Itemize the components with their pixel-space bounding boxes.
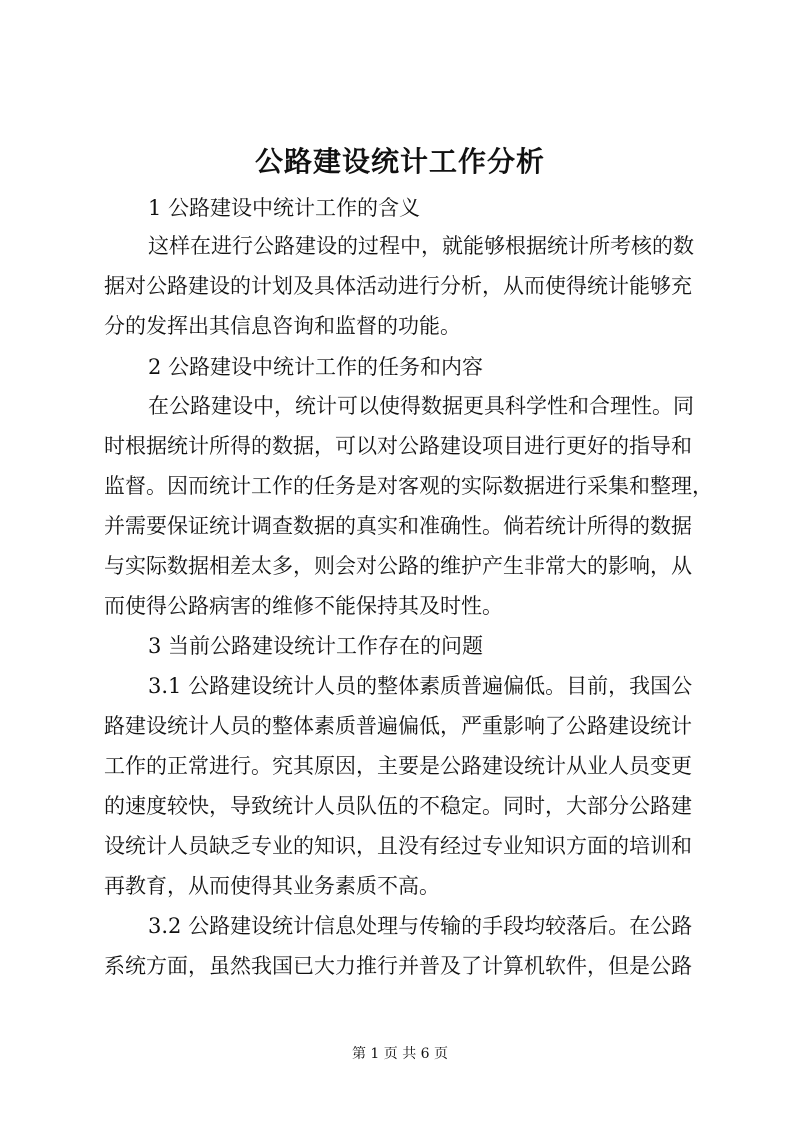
paragraph-line	[0, 871, 800, 901]
text-line: 在公路建设中，统计可以使得数据更具科学性和合理性。同	[148, 394, 694, 418]
text-line: 的速度较快，导致统计人员队伍的不稳定。同时，大部分公路建	[104, 794, 692, 818]
text-line: 工作的正常进行。究其原因，主要是公路建设统计从业人员变更	[104, 754, 692, 778]
heading-3	[0, 631, 800, 661]
paragraph-line	[0, 711, 800, 741]
paragraph-line	[0, 511, 800, 541]
text-line: 路建设统计人员的整体素质普遍偏低，严重影响了公路建设统计	[104, 714, 692, 738]
paragraph-line	[0, 831, 800, 861]
paragraph-line	[0, 311, 800, 341]
text-line: 2 公路建设中统计工作的任务和内容	[148, 355, 484, 379]
text-line: 系统方面，虽然我国已大力推行并普及了计算机软件，但是公路	[104, 954, 692, 978]
heading-2	[0, 352, 800, 382]
text-line: 与实际数据相差太多，则会对公路的维护产生非常大的影响，从	[104, 554, 692, 578]
text-line: 3.2 公路建设统计信息处理与传输的手段均较落后。在公路	[148, 914, 693, 938]
text-line: 时根据统计所得的数据，可以对公路建设项目进行更好的指导和	[104, 434, 692, 458]
paragraph-line	[0, 231, 800, 261]
text-line: 监督。因而统计工作的任务是对客观的实际数据进行采集和整理，	[104, 474, 713, 498]
paragraph-line	[0, 911, 800, 941]
paragraph-line	[0, 391, 800, 421]
text-line: 并需要保证统计调查数据的真实和准确性。倘若统计所得的数据	[104, 514, 692, 538]
page-footer: 第 1 页 共 6 页	[351, 1046, 449, 1062]
text-line: 3 当前公路建设统计工作存在的问题	[148, 634, 484, 658]
document-title: 公路建设统计工作分析	[254, 145, 545, 178]
paragraph-line	[0, 591, 800, 621]
text-line: 1 公路建设中统计工作的含义	[148, 196, 421, 220]
paragraph-line	[0, 471, 800, 501]
text-line: 设统计人员缺乏专业的知识，且没有经过专业知识方面的培训和	[104, 834, 692, 858]
paragraph-line	[0, 751, 800, 781]
text-line: 分的发挥出其信息咨询和监督的功能。	[104, 314, 461, 338]
heading-1	[0, 193, 800, 223]
paragraph-line	[0, 951, 800, 981]
text-line: 而使得公路病害的维修不能保持其及时性。	[104, 594, 503, 618]
paragraph-line	[0, 271, 800, 301]
paragraph-line	[0, 551, 800, 581]
paragraph-line	[0, 671, 800, 701]
text-line: 据对公路建设的计划及具体活动进行分析，从而使得统计能够充	[104, 274, 692, 298]
paragraph-line	[0, 431, 800, 461]
text-line: 再教育，从而使得其业务素质不高。	[104, 874, 440, 898]
text-line: 这样在进行公路建设的过程中，就能够根据统计所考核的数	[148, 234, 694, 258]
paragraph-line	[0, 791, 800, 821]
text-line: 3.1 公路建设统计人员的整体素质普遍偏低。目前，我国公	[148, 674, 693, 698]
